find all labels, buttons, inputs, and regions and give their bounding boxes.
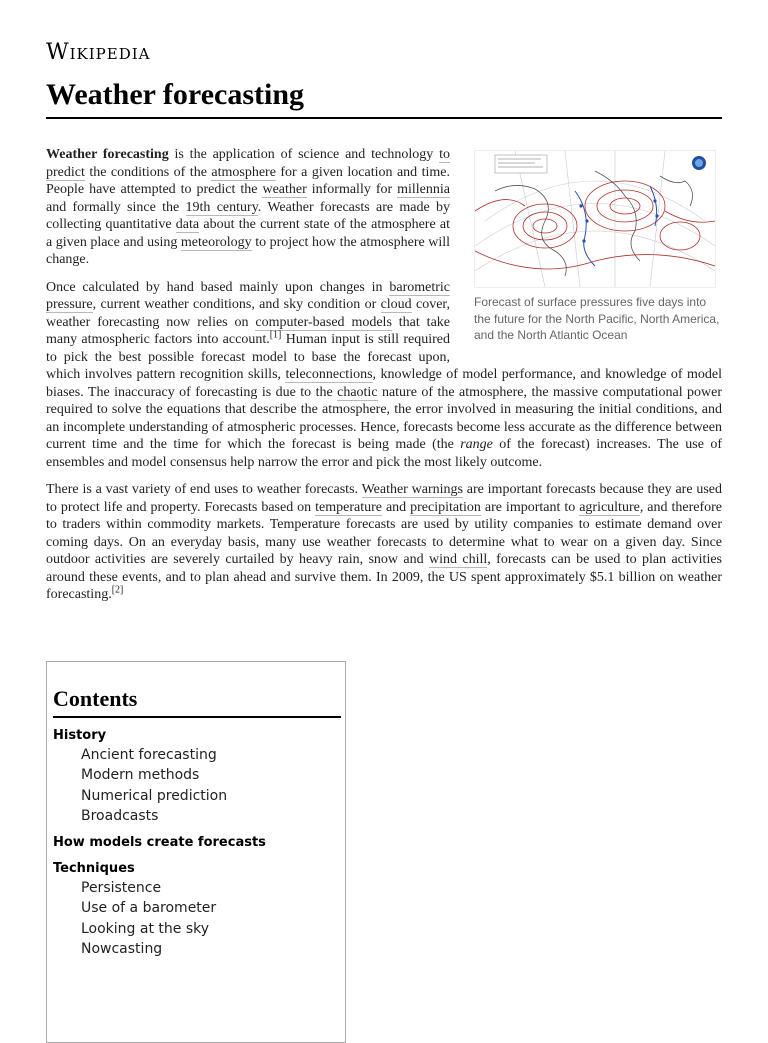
toc-subsection[interactable]: Modern methods (81, 767, 200, 784)
bold-term: Weather forecasting (46, 147, 169, 162)
toc-title: Contents (53, 686, 341, 718)
link-agriculture[interactable]: agriculture (579, 499, 640, 515)
link-weather-warnings[interactable]: Weather warnings (361, 482, 463, 497)
toc-section-history[interactable]: History (53, 728, 107, 743)
intro-paragraph-3: There is a vast variety of end uses to weather forecasts. Weather warnings are important forecasts because they are used to protect life and property. Forecasts based on temperature and precipitation are important to agriculture, and therefore to traders within commodity markets. Temperature forecasts are used by utility companies to estimate demand over coming days. On an everyday basis, many use weather forecasts to determine what to wear on a given day. Since outdoor activities are severely curtailed by heavy rain, snow and wind chill, forecasts can be used to plan activities around these events, and to plan ahead and survive them. In 2009, the US spent approximately $5.1 billion on weather forecasting.[2] (46, 482, 722, 602)
link-barometric-pressure[interactable]: barometric pressure (46, 279, 450, 312)
reference-1[interactable]: [1] (269, 329, 282, 341)
link-computer-based-models[interactable]: computer-based models (255, 314, 392, 330)
link-millennia[interactable]: millennia (397, 182, 451, 197)
link-precipitation[interactable]: precipitation (410, 499, 481, 515)
toc-subsection[interactable]: Looking at the sky (81, 920, 210, 937)
page-title: Weather forecasting (46, 78, 305, 111)
emphasis-range: range (460, 437, 493, 452)
toc-section-techniques[interactable]: Techniques (53, 861, 135, 877)
toc-subsection[interactable]: Numerical prediction (81, 787, 228, 804)
intro-paragraph-1: Weather forecasting is the application of science and technology to predict the conditions of the atmosphere for a given location and time. People have attempted to predict the weather informally for millennia and formally since the 19th century. Weather forecasts are made by collecting quantitative data about the current state of the atmosphere at a given place and using meteorology to project how the atmosphere will change. (46, 147, 451, 267)
title-divider (46, 117, 722, 119)
link-atmosphere[interactable]: atmosphere (211, 164, 276, 180)
toc-subsection[interactable]: Nowcasting (81, 941, 163, 958)
link-cloud[interactable]: cloud (380, 297, 412, 312)
link-wind-chill[interactable]: wind chill (429, 552, 488, 567)
surface-pressure-map-image[interactable] (474, 150, 716, 288)
link-weather[interactable]: weather (262, 182, 307, 197)
link-teleconnections[interactable]: teleconnections (285, 367, 373, 382)
link-temperature[interactable]: temperature (315, 499, 382, 515)
table-of-contents (46, 661, 346, 1043)
link-19th-century[interactable]: 19th century (185, 199, 258, 215)
wordmark-text: Wikipedia (46, 40, 151, 65)
figure-pressure-forecast (474, 150, 722, 344)
article-body (46, 146, 722, 614)
toc-subsection[interactable]: Ancient forecasting (81, 747, 217, 763)
link-data[interactable]: data (175, 217, 200, 232)
reference-2[interactable]: [2] (111, 584, 124, 596)
toc-list (53, 722, 341, 959)
toc-subsection[interactable]: Broadcasts (81, 807, 159, 824)
toc-section-how-models[interactable]: How models create forecasts (53, 835, 266, 851)
link-meteorology[interactable]: meteorology (180, 234, 252, 250)
wikipedia-wordmark[interactable] (46, 40, 151, 65)
link-chaotic[interactable]: chaotic (337, 384, 378, 400)
link-to-predict[interactable]: to predict (46, 147, 450, 180)
toc-subsection[interactable]: Persistence (81, 880, 162, 897)
figure-caption: Forecast of surface pressures five days into the future for the North Pacific, North America, and the North Atlantic Ocean (474, 295, 720, 342)
toc-subsection[interactable]: Use of a barometer (81, 900, 217, 917)
intro-paragraph-2: Once calculated by hand based mainly upon changes in barometric pressure, current weather conditions, and sky condition or cloud cover, weather forecasting now relies on computer-based models that take many atmospheric factors into account.[1] Human input is still required to pick the best possible forecast model to base the forecast upon, which involves pattern recognition skills, teleconnections, knowledge of model performance, and knowledge of model biases. The inaccuracy of forecasting is due to the chaotic nature of the atmosphere, the massive computational power required to solve the equations that describe the atmosphere, the error involved in measuring the initial conditions, and an incomplete understanding of atmospheric processes. Hence, forecasts become less accurate as the difference between current time and the time for which the forecast is being made (the range of the forecast) increases. The use of ensembles and model consensus help narrow the error and pick the most likely outcome. (46, 279, 723, 470)
